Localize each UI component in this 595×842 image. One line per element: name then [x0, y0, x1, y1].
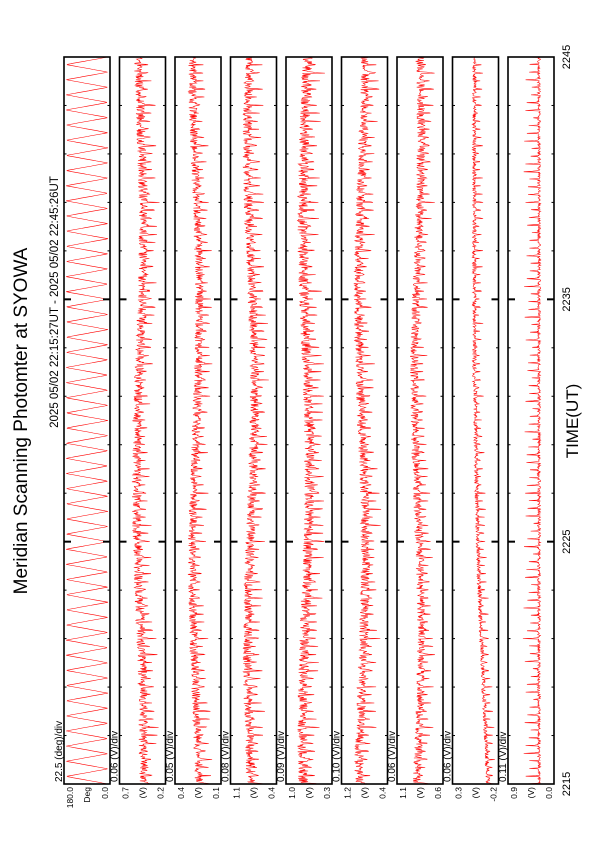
- x-tick-2215: 2215: [561, 771, 573, 797]
- panel-4-unit: (V): [248, 787, 259, 799]
- panel-9-trace: [523, 57, 541, 784]
- panel-5-trace: [298, 57, 325, 784]
- panel-8-trace: [472, 57, 497, 784]
- panel-5: [276, 57, 332, 799]
- panel-3-scale: 0.05 (V)/div: [165, 730, 176, 782]
- x-tick-2225: 2225: [561, 529, 573, 554]
- panel-6: [332, 57, 388, 799]
- panel-1-frame: [64, 57, 110, 784]
- panel-9-scale: 0.11 (V)/div: [498, 731, 509, 782]
- rotated-plot: [11, 45, 582, 809]
- panel-6-unit: (V): [359, 787, 370, 799]
- panel-9: [498, 57, 554, 799]
- panel-2-ytick-top: 0.7: [120, 787, 131, 799]
- panel-3: [165, 57, 221, 799]
- panel-2-unit: (V): [137, 787, 148, 799]
- panel-2: [110, 57, 166, 799]
- chart-title: Meridian Scanning Photomter at SYOWA: [11, 247, 32, 595]
- panel-6-scale: 0.10 (V)/div: [331, 730, 343, 782]
- panel-6-frame: [342, 57, 388, 784]
- panel-4-scale: 0.08 (V)/div: [220, 730, 232, 782]
- panel-4-trace: [243, 57, 269, 784]
- x-tick-2235: 2235: [561, 287, 573, 312]
- panel-1-scale: 22.5 (deg)/div: [54, 720, 65, 782]
- panel-7-ytick-bottom: 0.6: [433, 787, 443, 799]
- panel-3-unit: (V): [193, 787, 203, 799]
- panel-8-scale: 0.06 (V)/div: [442, 730, 454, 782]
- panel-5-unit: (V): [304, 787, 314, 799]
- panel-1-ytick-top: 180.0: [65, 787, 75, 809]
- x-tick-2245: 2245: [561, 44, 573, 70]
- panel-7-trace: [410, 57, 435, 784]
- panel-9-frame: [508, 57, 554, 784]
- panel-4-ytick-top: 1.1: [231, 787, 242, 799]
- panel-7-scale: 0.06 (V)/div: [387, 730, 398, 782]
- panel-2-trace: [132, 57, 160, 784]
- panels-group: [54, 57, 554, 808]
- panel-6-ytick-bottom: 0.4: [377, 787, 388, 799]
- panel-3-ytick-top: 0.4: [176, 787, 186, 799]
- panel-8-unit: (V): [470, 787, 481, 799]
- panel-1-unit: Deg: [82, 787, 92, 803]
- panel-6-ytick-top: 1.2: [342, 787, 353, 799]
- panel-2-scale: 0.06 (V)/div: [109, 730, 121, 782]
- panel-4: [221, 57, 277, 799]
- panel-2-ytick-bottom: 0.2: [155, 787, 166, 799]
- panel-5-ytick-top: 1.0: [287, 787, 297, 799]
- panel-8: [443, 57, 499, 802]
- panel-3-trace: [188, 57, 212, 784]
- panel-7: [387, 57, 443, 799]
- panel-8-ytick-bottom: -0.2: [488, 787, 499, 802]
- panel-5-ytick-bottom: 0.3: [322, 787, 332, 799]
- panel-3-ytick-bottom: 0.1: [211, 787, 221, 799]
- chart-subtitle: 2025 05/02 22:15:27UT - 2025 05/02 22:45:26UT: [49, 176, 61, 428]
- panel-6-trace: [354, 57, 381, 784]
- panel-9-unit: (V): [526, 787, 536, 799]
- panel-7-unit: (V): [415, 787, 425, 799]
- x-axis-label: TIME(UT): [563, 383, 582, 459]
- panel-5-scale: 0.09 (V)/div: [276, 730, 287, 782]
- panel-1: [54, 57, 110, 808]
- panel-8-ytick-top: 0.3: [453, 787, 464, 799]
- panel-9-ytick-top: 0.9: [509, 787, 519, 799]
- panel-7-ytick-top: 1.1: [398, 787, 408, 799]
- panel-4-ytick-bottom: 0.4: [266, 787, 277, 799]
- panel-9-ytick-bottom: 0.0: [544, 787, 554, 799]
- panel-1-trace: [66, 57, 108, 784]
- panel-1-ytick-bottom: 0.0: [100, 787, 110, 799]
